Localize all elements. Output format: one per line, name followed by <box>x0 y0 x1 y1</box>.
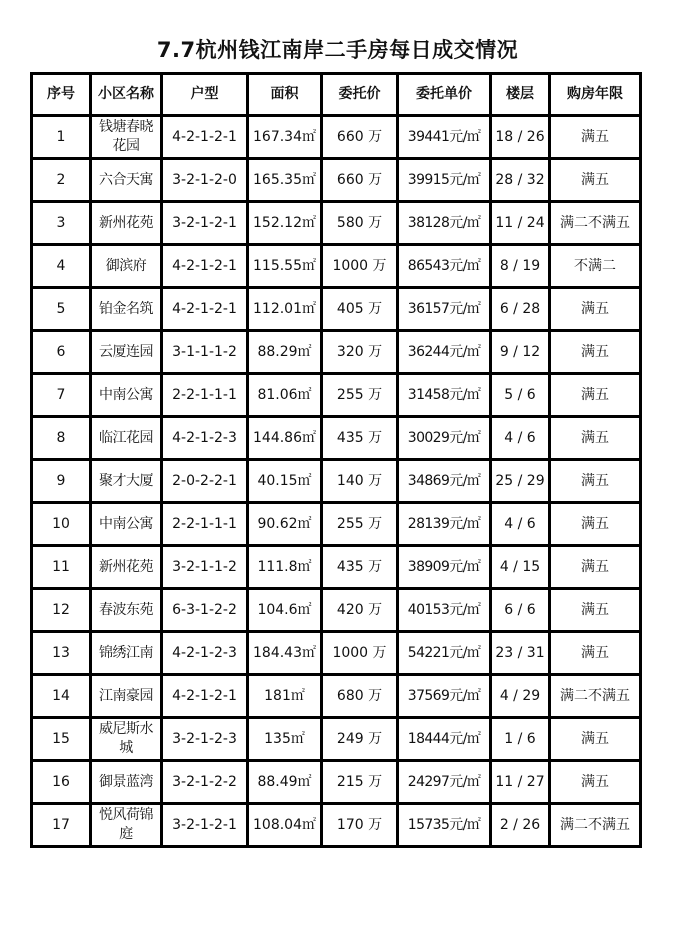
cell-area: 40.15㎡ <box>248 460 322 503</box>
cell-layout: 3-2-1-2-3 <box>162 718 248 761</box>
cell-unit-price: 30029元/㎡ <box>398 417 491 460</box>
table-row <box>32 804 641 847</box>
cell-ownership-years: 满五 <box>550 460 641 503</box>
cell-floor: 4 / 29 <box>491 675 550 718</box>
cell-floor: 4 / 6 <box>491 417 550 460</box>
cell-floor: 23 / 31 <box>491 632 550 675</box>
cell-layout: 4-2-1-2-1 <box>162 288 248 331</box>
cell-layout: 4-2-1-2-1 <box>162 116 248 159</box>
cell-listing-price: 255 万 <box>322 503 398 546</box>
cell-unit-price: 37569元/㎡ <box>398 675 491 718</box>
header-listing-price: 委托价 <box>322 74 398 116</box>
cell-area: 88.49㎡ <box>248 761 322 804</box>
cell-community-name: 云厦连园 <box>91 331 162 374</box>
cell-ownership-years: 满五 <box>550 589 641 632</box>
cell-layout: 4-2-1-2-3 <box>162 632 248 675</box>
cell-layout: 3-2-1-1-2 <box>162 546 248 589</box>
table-row <box>32 718 641 761</box>
table-row <box>32 503 641 546</box>
cell-floor: 11 / 24 <box>491 202 550 245</box>
cell-index: 11 <box>32 546 91 589</box>
cell-area: 88.29㎡ <box>248 331 322 374</box>
cell-floor: 18 / 26 <box>491 116 550 159</box>
cell-community-name: 威尼斯水城 <box>91 718 162 761</box>
cell-community-name: 铂金名筑 <box>91 288 162 331</box>
cell-layout: 4-2-1-2-3 <box>162 417 248 460</box>
cell-area: 165.35㎡ <box>248 159 322 202</box>
cell-listing-price: 435 万 <box>322 417 398 460</box>
header-community-name: 小区名称 <box>91 74 162 116</box>
cell-ownership-years: 满五 <box>550 331 641 374</box>
cell-area: 184.43㎡ <box>248 632 322 675</box>
cell-listing-price: 140 万 <box>322 460 398 503</box>
cell-community-name: 中南公寓 <box>91 374 162 417</box>
cell-ownership-years: 满五 <box>550 116 641 159</box>
cell-unit-price: 36244元/㎡ <box>398 331 491 374</box>
cell-floor: 11 / 27 <box>491 761 550 804</box>
cell-ownership-years: 满五 <box>550 718 641 761</box>
cell-unit-price: 38128元/㎡ <box>398 202 491 245</box>
cell-unit-price: 31458元/㎡ <box>398 374 491 417</box>
cell-area: 152.12㎡ <box>248 202 322 245</box>
table-row <box>32 331 641 374</box>
cell-index: 10 <box>32 503 91 546</box>
cell-index: 13 <box>32 632 91 675</box>
cell-layout: 2-2-1-1-1 <box>162 503 248 546</box>
cell-layout: 6-3-1-2-2 <box>162 589 248 632</box>
transaction-table <box>30 72 642 848</box>
table-row <box>32 417 641 460</box>
cell-area: 144.86㎡ <box>248 417 322 460</box>
cell-ownership-years: 满二不满五 <box>550 675 641 718</box>
cell-listing-price: 660 万 <box>322 116 398 159</box>
cell-layout: 2-2-1-1-1 <box>162 374 248 417</box>
cell-listing-price: 249 万 <box>322 718 398 761</box>
cell-ownership-years: 满五 <box>550 632 641 675</box>
cell-layout: 3-2-1-2-1 <box>162 202 248 245</box>
cell-community-name: 六合天寓 <box>91 159 162 202</box>
table-row <box>32 546 641 589</box>
cell-unit-price: 36157元/㎡ <box>398 288 491 331</box>
cell-listing-price: 320 万 <box>322 331 398 374</box>
cell-index: 5 <box>32 288 91 331</box>
table-row <box>32 589 641 632</box>
cell-unit-price: 28139元/㎡ <box>398 503 491 546</box>
cell-community-name: 江南豪园 <box>91 675 162 718</box>
cell-listing-price: 420 万 <box>322 589 398 632</box>
cell-unit-price: 39915元/㎡ <box>398 159 491 202</box>
cell-area: 167.34㎡ <box>248 116 322 159</box>
cell-area: 81.06㎡ <box>248 374 322 417</box>
cell-community-name: 御滨府 <box>91 245 162 288</box>
table-header-row <box>32 74 641 116</box>
cell-floor: 1 / 6 <box>491 718 550 761</box>
cell-index: 2 <box>32 159 91 202</box>
header-layout: 户型 <box>162 74 248 116</box>
cell-floor: 4 / 6 <box>491 503 550 546</box>
cell-listing-price: 660 万 <box>322 159 398 202</box>
cell-ownership-years: 不满二 <box>550 245 641 288</box>
cell-listing-price: 255 万 <box>322 374 398 417</box>
cell-area: 111.8㎡ <box>248 546 322 589</box>
cell-floor: 6 / 6 <box>491 589 550 632</box>
cell-area: 104.6㎡ <box>248 589 322 632</box>
cell-floor: 28 / 32 <box>491 159 550 202</box>
cell-index: 7 <box>32 374 91 417</box>
cell-listing-price: 580 万 <box>322 202 398 245</box>
cell-ownership-years: 满五 <box>550 503 641 546</box>
cell-ownership-years: 满二不满五 <box>550 202 641 245</box>
cell-layout: 3-1-1-1-2 <box>162 331 248 374</box>
cell-community-name: 新州花苑 <box>91 546 162 589</box>
page-title: 7.7杭州钱江南岸二手房每日成交情况 <box>156 38 519 62</box>
cell-unit-price: 86543元/㎡ <box>398 245 491 288</box>
cell-layout: 3-2-1-2-0 <box>162 159 248 202</box>
cell-index: 12 <box>32 589 91 632</box>
table-row <box>32 761 641 804</box>
cell-index: 1 <box>32 116 91 159</box>
cell-index: 14 <box>32 675 91 718</box>
cell-ownership-years: 满五 <box>550 761 641 804</box>
cell-area: 90.62㎡ <box>248 503 322 546</box>
cell-community-name: 新州花苑 <box>91 202 162 245</box>
cell-community-name: 临江花园 <box>91 417 162 460</box>
cell-layout: 3-2-1-2-1 <box>162 804 248 847</box>
cell-layout: 3-2-1-2-2 <box>162 761 248 804</box>
table-row <box>32 288 641 331</box>
table-row <box>32 374 641 417</box>
cell-unit-price: 38909元/㎡ <box>398 546 491 589</box>
cell-floor: 9 / 12 <box>491 331 550 374</box>
cell-ownership-years: 满五 <box>550 546 641 589</box>
cell-index: 15 <box>32 718 91 761</box>
cell-community-name: 钱塘春晓花园 <box>91 116 162 159</box>
cell-listing-price: 435 万 <box>322 546 398 589</box>
cell-community-name: 御景蓝湾 <box>91 761 162 804</box>
cell-listing-price: 170 万 <box>322 804 398 847</box>
cell-unit-price: 24297元/㎡ <box>398 761 491 804</box>
cell-layout: 4-2-1-2-1 <box>162 245 248 288</box>
cell-floor: 5 / 6 <box>491 374 550 417</box>
cell-index: 8 <box>32 417 91 460</box>
cell-community-name: 春波东苑 <box>91 589 162 632</box>
cell-community-name: 锦绣江南 <box>91 632 162 675</box>
cell-unit-price: 39441元/㎡ <box>398 116 491 159</box>
cell-index: 16 <box>32 761 91 804</box>
cell-unit-price: 40153元/㎡ <box>398 589 491 632</box>
cell-floor: 8 / 19 <box>491 245 550 288</box>
cell-index: 4 <box>32 245 91 288</box>
cell-floor: 4 / 15 <box>491 546 550 589</box>
cell-community-name: 中南公寓 <box>91 503 162 546</box>
cell-floor: 2 / 26 <box>491 804 550 847</box>
table-row <box>32 632 641 675</box>
cell-floor: 6 / 28 <box>491 288 550 331</box>
cell-area: 112.01㎡ <box>248 288 322 331</box>
cell-listing-price: 1000 万 <box>322 245 398 288</box>
cell-ownership-years: 满五 <box>550 159 641 202</box>
table-row <box>32 245 641 288</box>
cell-index: 3 <box>32 202 91 245</box>
cell-listing-price: 215 万 <box>322 761 398 804</box>
header-unit-price: 委托单价 <box>398 74 491 116</box>
cell-layout: 4-2-1-2-1 <box>162 675 248 718</box>
header-area: 面积 <box>248 74 322 116</box>
table-row <box>32 202 641 245</box>
cell-layout: 2-0-2-2-1 <box>162 460 248 503</box>
cell-ownership-years: 满五 <box>550 288 641 331</box>
cell-unit-price: 15735元/㎡ <box>398 804 491 847</box>
cell-listing-price: 1000 万 <box>322 632 398 675</box>
cell-community-name: 聚才大厦 <box>91 460 162 503</box>
table-row <box>32 159 641 202</box>
table-row <box>32 460 641 503</box>
cell-ownership-years: 满五 <box>550 417 641 460</box>
cell-community-name: 悦风荷锦庭 <box>91 804 162 847</box>
cell-unit-price: 34869元/㎡ <box>398 460 491 503</box>
cell-floor: 25 / 29 <box>491 460 550 503</box>
cell-listing-price: 680 万 <box>322 675 398 718</box>
table-row <box>32 675 641 718</box>
cell-ownership-years: 满二不满五 <box>550 804 641 847</box>
cell-unit-price: 54221元/㎡ <box>398 632 491 675</box>
header-floor: 楼层 <box>491 74 550 116</box>
cell-listing-price: 405 万 <box>322 288 398 331</box>
cell-unit-price: 18444元/㎡ <box>398 718 491 761</box>
cell-area: 181㎡ <box>248 675 322 718</box>
cell-ownership-years: 满五 <box>550 374 641 417</box>
cell-area: 135㎡ <box>248 718 322 761</box>
cell-index: 9 <box>32 460 91 503</box>
header-ownership-years: 购房年限 <box>550 74 641 116</box>
cell-area: 108.04㎡ <box>248 804 322 847</box>
cell-index: 6 <box>32 331 91 374</box>
table-row <box>32 116 641 159</box>
cell-area: 115.55㎡ <box>248 245 322 288</box>
header-index: 序号 <box>32 74 91 116</box>
cell-index: 17 <box>32 804 91 847</box>
